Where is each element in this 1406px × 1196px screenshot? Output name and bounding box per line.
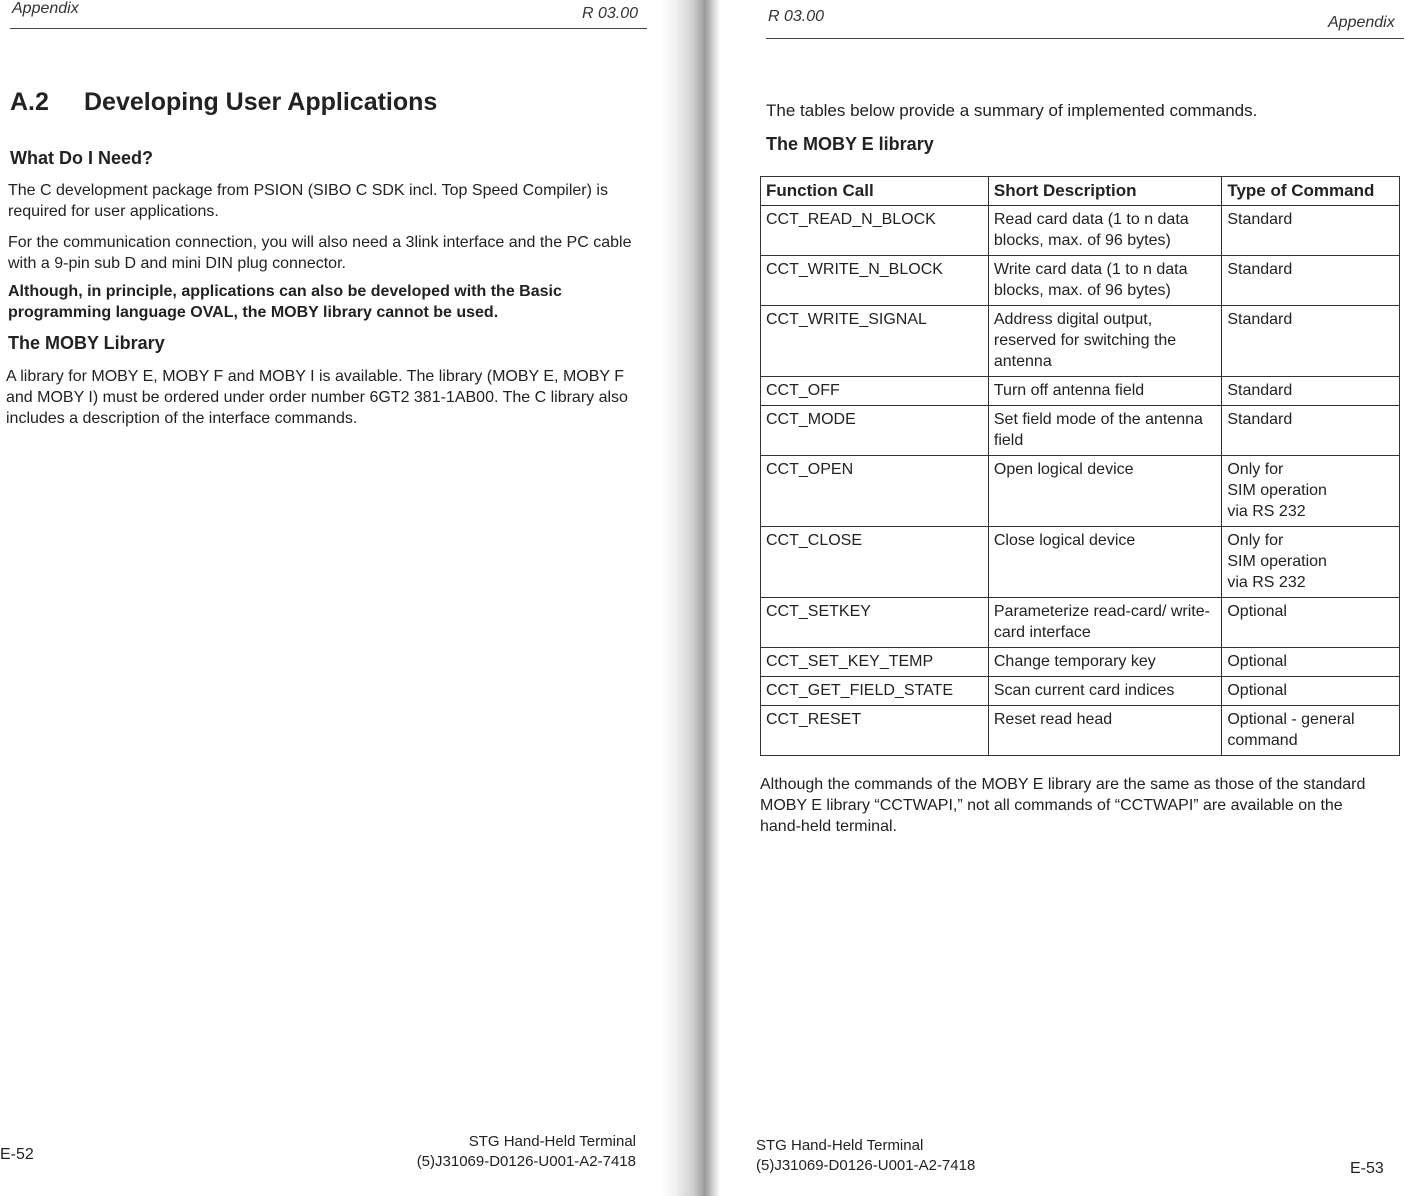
left-footer-docnum: (5)J31069-D0126-U001-A2-7418 [416,1153,636,1170]
left-header-revision: R 03.00 [582,5,639,22]
cell-type-of-command: Only for SIM operation via RS 232 [1222,456,1400,527]
cell-type-of-command: Standard [1222,206,1400,256]
right-header-revision: R 03.00 [768,8,825,25]
cell-function-call: CCT_SET_KEY_TEMP [761,648,989,677]
section-number: A.2 [10,88,49,116]
cell-type-of-command: Only for SIM operation via RS 232 [1222,527,1400,598]
cell-short-description: Turn off antenna field [988,377,1221,406]
cell-function-call: CCT_MODE [761,406,989,456]
cell-short-description: Read card data (1 to n data blocks, max. of 96 bytes) [988,206,1221,256]
table-intro: The tables below provide a summary of implemented commands. [766,101,1258,120]
cell-short-description: Change temporary key [988,648,1221,677]
column-header-function-call: Function Call [761,177,989,206]
cell-type-of-command: Standard [1222,377,1400,406]
right-footer [756,1136,1056,1176]
closing-paragraph: Although the commands of the MOBY E library are the same as those of the standard MOBY E library “CCTWAPI,” not all commands of “CCTWAPI” are available on the hand-held terminal. [760,776,1366,835]
paragraph-connection: For the communication connection, you will also need a 3link interface and the PC cable with a 9-pin sub D and mini DIN plug connector. [8,234,632,272]
cell-short-description: Reset read head [988,706,1221,756]
left-footer-title: STG Hand-Held Terminal [468,1133,636,1150]
table-row [761,377,1400,406]
cell-short-description: Parameterize read-card/ write-card interface [988,598,1221,648]
section-title [10,88,437,117]
column-header-type-of-command: Type of Command [1222,177,1400,206]
left-page-number: E-52 [0,1146,34,1163]
cell-type-of-command: Standard [1222,256,1400,306]
right-page [700,0,1406,1196]
table-row [761,706,1400,756]
right-header-rule [766,38,1404,39]
cell-type-of-command: Standard [1222,406,1400,456]
cell-short-description: Write card data (1 to n data blocks, max. of 96 bytes) [988,256,1221,306]
paragraph-library: A library for MOBY E, MOBY F and MOBY I is available. The library (MOBY E, MOBY F and MOBY I) must be ordered under order number 6GT2 381-1AB00. The C library also includes a description of the interface commands. [6,368,628,427]
cell-short-description: Scan current card indices [988,677,1221,706]
subheading-moby-library: The MOBY Library [8,333,165,353]
cell-short-description: Close logical device [988,527,1221,598]
table-row [761,598,1400,648]
cell-short-description: Set field mode of the antenna field [988,406,1221,456]
table-row [761,206,1400,256]
cell-function-call: CCT_OFF [761,377,989,406]
cell-function-call: CCT_WRITE_SIGNAL [761,306,989,377]
cell-type-of-command: Optional [1222,677,1400,706]
table-row [761,256,1400,306]
cell-function-call: CCT_OPEN [761,456,989,527]
table-row [761,648,1400,677]
left-header-rule [10,28,647,29]
right-page-number: E-53 [1350,1160,1384,1177]
table-row [761,456,1400,527]
subheading-what-do-i-need: What Do I Need? [10,148,153,168]
left-header-section: Appendix [12,0,79,17]
table-row [761,527,1400,598]
paragraph-sdk: The C development package from PSION (SIBO C SDK incl. Top Speed Compiler) is required for user applications. [8,182,608,220]
cell-function-call: CCT_WRITE_N_BLOCK [761,256,989,306]
paragraph-oval-note: Although, in principle, applications can also be developed with the Basic programming language OVAL, the MOBY library cannot be used. [8,283,562,321]
cell-function-call: CCT_CLOSE [761,527,989,598]
table-row [761,406,1400,456]
cell-short-description: Address digital output, reserved for switching the antenna [988,306,1221,377]
cell-type-of-command: Standard [1222,306,1400,377]
table-row [761,306,1400,377]
table-header-row [761,177,1400,206]
cell-function-call: CCT_GET_FIELD_STATE [761,677,989,706]
cell-function-call: CCT_SETKEY [761,598,989,648]
table-row [761,677,1400,706]
cell-type-of-command: Optional [1222,648,1400,677]
left-page [0,0,672,1196]
cell-short-description: Open logical device [988,456,1221,527]
moby-e-command-table [760,176,1400,756]
cell-type-of-command: Optional - general command [1222,706,1400,756]
table-heading: The MOBY E library [766,134,934,154]
left-footer [392,1132,636,1172]
right-footer-title: STG Hand-Held Terminal [756,1137,924,1154]
column-header-short-description: Short Description [988,177,1221,206]
cell-function-call: CCT_READ_N_BLOCK [761,206,989,256]
section-title-text: Developing User Applications [84,88,438,116]
right-footer-docnum: (5)J31069-D0126-U001-A2-7418 [756,1157,976,1174]
right-header-section: Appendix [1328,14,1395,31]
cell-type-of-command: Optional [1222,598,1400,648]
cell-function-call: CCT_RESET [761,706,989,756]
